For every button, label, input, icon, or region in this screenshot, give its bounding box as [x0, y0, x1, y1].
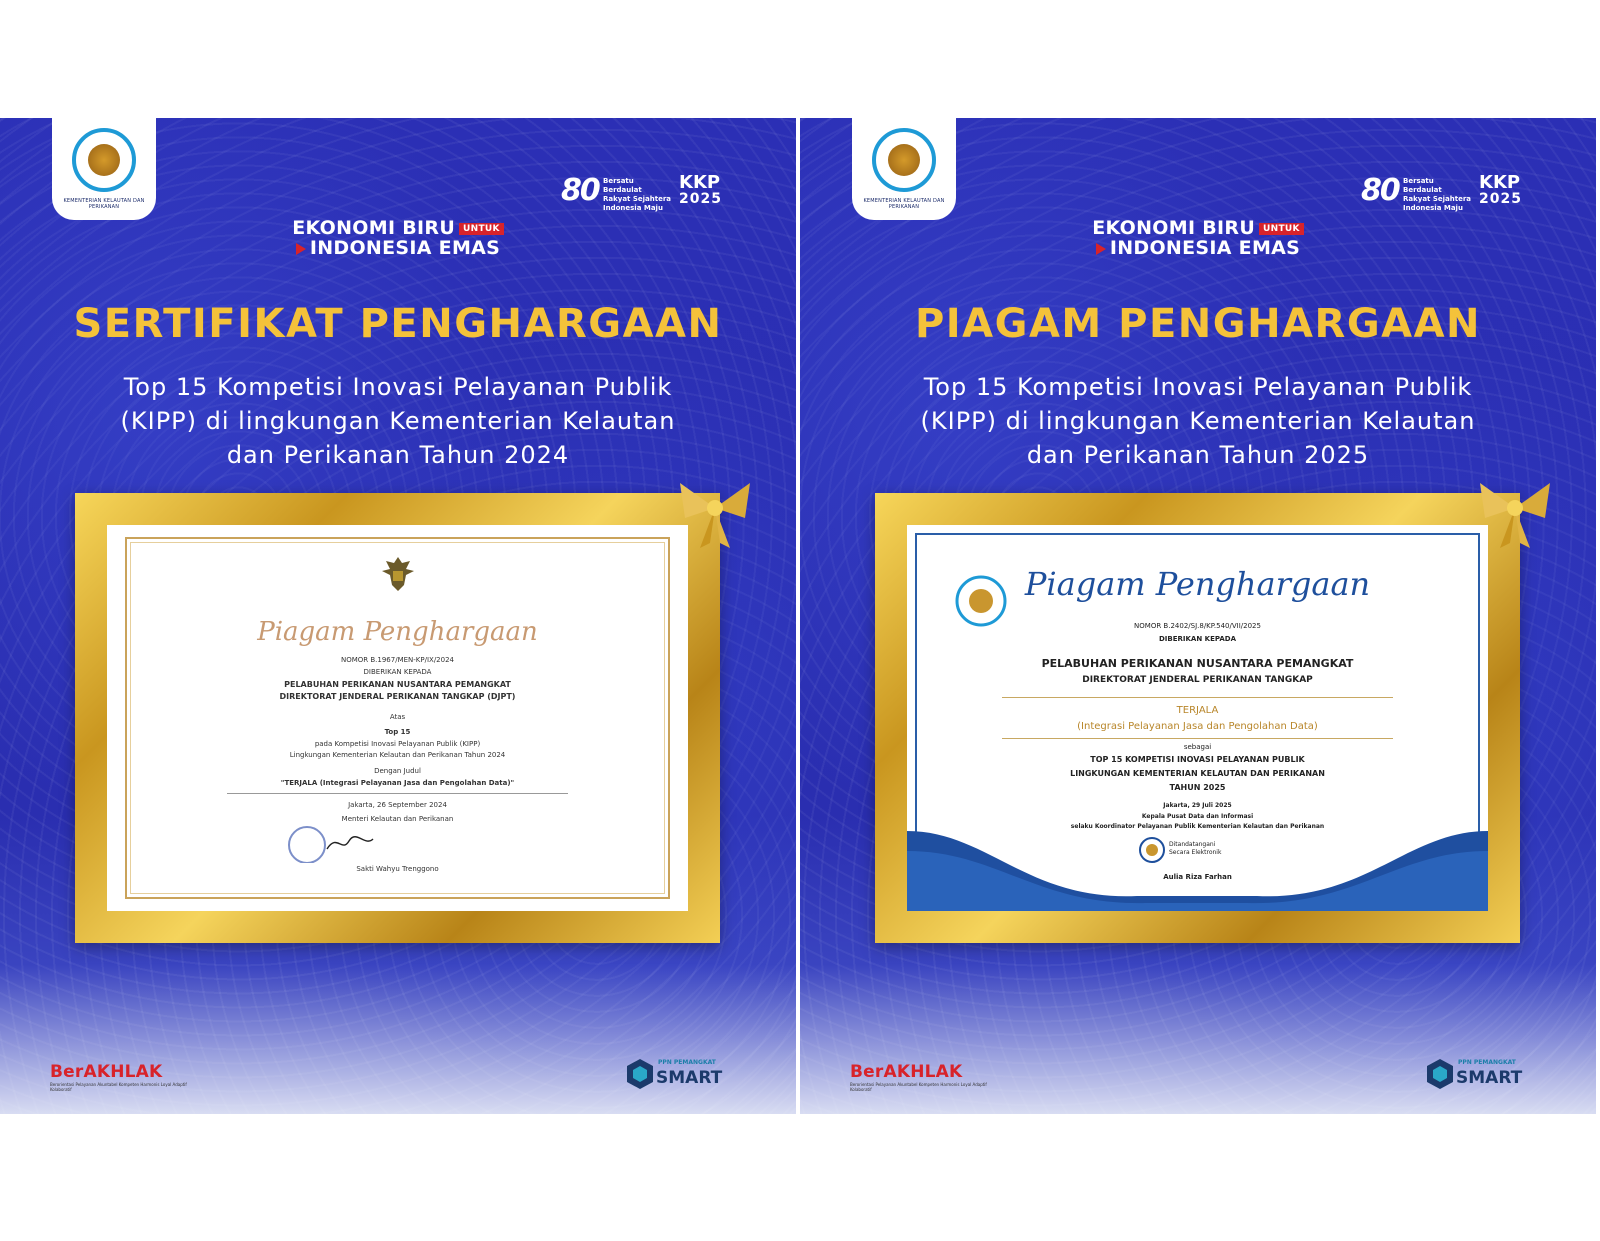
berakhlak-logo: BerAKHLAK Berorientasi Pelayanan Akuntabel Kompeten Harmonis Loyal Adaptif Kolaboratif [50, 1062, 187, 1092]
panel-title: SERTIFIKAT PENGHARGAAN [73, 301, 723, 347]
eighty-logo: 80 [1361, 173, 1399, 208]
ministry-logo-icon [872, 128, 936, 192]
nomor: NOMOR B.2402/SJ.8/KP.540/VII/2025 [1134, 622, 1261, 630]
ministry-logo-icon [72, 128, 136, 192]
gold-frame [75, 493, 720, 943]
certificate-panel-left [0, 118, 796, 1114]
award-line-1: TOP 15 KOMPETISI INOVASI PELAYANAN PUBLIK [1090, 755, 1305, 764]
award-line-2: Lingkungan Kementerian Kelautan dan Perikanan Tahun 2024 [289, 751, 506, 759]
panel-title: PIAGAM PENGHARGAAN [914, 301, 1482, 347]
nomor: NOMOR B.1967/MEN-KP/IX/2024 [340, 656, 454, 664]
ministry-logo-text: KEMENTERIAN KELAUTAN DAN PERIKANAN [63, 198, 145, 210]
signer-title-2: selaku Koordinator Pelayanan Publik Kementerian Kelautan dan Perikanan [1070, 823, 1325, 830]
divider [1002, 697, 1393, 698]
kkp-logo: KKP 2025 [1479, 172, 1522, 207]
anniversary-logo [561, 173, 746, 213]
innovation-name: TERJALA [1176, 705, 1219, 716]
signer-title-1: Kepala Pusat Data dan Informasi [1141, 813, 1254, 820]
recipient-line-1: PELABUHAN PERIKANAN NUSANTARA PEMANGKAT [284, 680, 511, 689]
ministry-logo-badge [52, 118, 156, 220]
sebagai: sebagai [1183, 743, 1212, 751]
panel-subtitle: Top 15 Kompetisi Inovasi Pelayanan Publik (KIPP) di lingkungan Kementerian Kelautan dan Perikanan Tahun 2024 [120, 373, 676, 469]
gold-frame [875, 493, 1520, 943]
divider [227, 793, 568, 794]
berakhlak-logo: BerAKHLAK Berorientasi Pelayanan Akuntabel Kompeten Harmonis Loyal Adaptif Kolaboratif [850, 1062, 987, 1092]
divider [1002, 738, 1393, 739]
recipient-line-1: PELABUHAN PERIKANAN NUSANTARA PEMANGKAT [1041, 657, 1354, 670]
signing-date: Jakarta, 26 September 2024 [348, 801, 447, 809]
recipient-line-2: DIREKTORAT JENDERAL PERIKANAN TANGKAP (DJPT) [279, 692, 516, 701]
signing-date: Jakarta, 29 Juli 2025 [1163, 802, 1232, 809]
certificate-script-title: Piagam Penghargaan [1024, 565, 1371, 603]
award-line-2: LINGKUNGAN KEMENTERIAN KELAUTAN DAN PERIKANAN [1070, 769, 1325, 778]
ministry-logo-text: KEMENTERIAN KELAUTAN DAN PERIKANAN [863, 198, 945, 210]
kkp-logo: KKP 2025 [679, 172, 722, 207]
gold-ribbon-bow-icon [670, 463, 760, 553]
panel-subtitle: Top 15 Kompetisi Inovasi Pelayanan Publik (KIPP) di lingkungan Kementerian Kelautan dan Perikanan Tahun 2025 [920, 373, 1476, 469]
motto: Bersatu Berdaulat Rakyat Sejahtera Indonesia Maju [603, 177, 672, 212]
ministry-logo-badge [852, 118, 956, 220]
eighty-logo: 80 [561, 173, 599, 208]
diberikan-kepada: DIBERIKAN KEPADA [363, 668, 432, 676]
signer-name: Sakti Wahyu Trenggono [356, 865, 439, 873]
diberikan-kepada: DIBERIKAN KEPADA [1158, 635, 1236, 643]
atas: Atas [389, 713, 406, 721]
award-line-1: pada Kompetisi Inovasi Pelayanan Publik (KIPP) [314, 740, 481, 748]
garuda-emblem-icon [380, 555, 416, 595]
ekonomi-biru-logo: EKONOMI BIRU UNTUK INDONESIA EMAS [800, 218, 1596, 258]
innovation-subtitle: (Integrasi Pelayanan Jasa dan Pengolahan Data) [1077, 721, 1318, 732]
certificate-paper [107, 525, 688, 911]
motto: Bersatu Berdaulat Rakyat Sejahtera Indonesia Maju [1403, 177, 1472, 212]
gold-ribbon-bow-icon [1470, 463, 1560, 553]
e-signature-label: Ditandatangani Secara Elektronik [1169, 841, 1222, 856]
signer-title: Menteri Kelautan dan Perikanan [341, 815, 454, 823]
certificate-panel-right [800, 118, 1596, 1114]
certificate-script-title: Piagam Penghargaan [257, 617, 538, 647]
anniversary-logo [1361, 173, 1546, 213]
stamp-and-signature [287, 823, 377, 863]
innovation-title: "TERJALA (Integrasi Pelayanan Jasa dan Pengolahan Data)" [280, 779, 515, 787]
award-rank: Top 15 [384, 728, 411, 736]
ekonomi-biru-logo: EKONOMI BIRU UNTUK INDONESIA EMAS [0, 218, 796, 258]
hexagon-icon [626, 1058, 654, 1090]
award-line-3: TAHUN 2025 [1169, 783, 1226, 792]
smart-logo: PPN PEMANGKAT SMART [1426, 1056, 1536, 1092]
certificate-paper [907, 525, 1488, 911]
hexagon-icon [1426, 1058, 1454, 1090]
dengan-judul: Dengan Judul [374, 767, 421, 775]
smart-logo: PPN PEMANGKAT SMART [626, 1056, 736, 1092]
e-signature-seal-icon [1139, 837, 1165, 863]
recipient-line-2: DIREKTORAT JENDERAL PERIKANAN TANGKAP [1082, 675, 1313, 685]
blue-wave-decoration [907, 821, 1488, 911]
signer-name: Aulia Riza Farhan [1163, 873, 1232, 881]
